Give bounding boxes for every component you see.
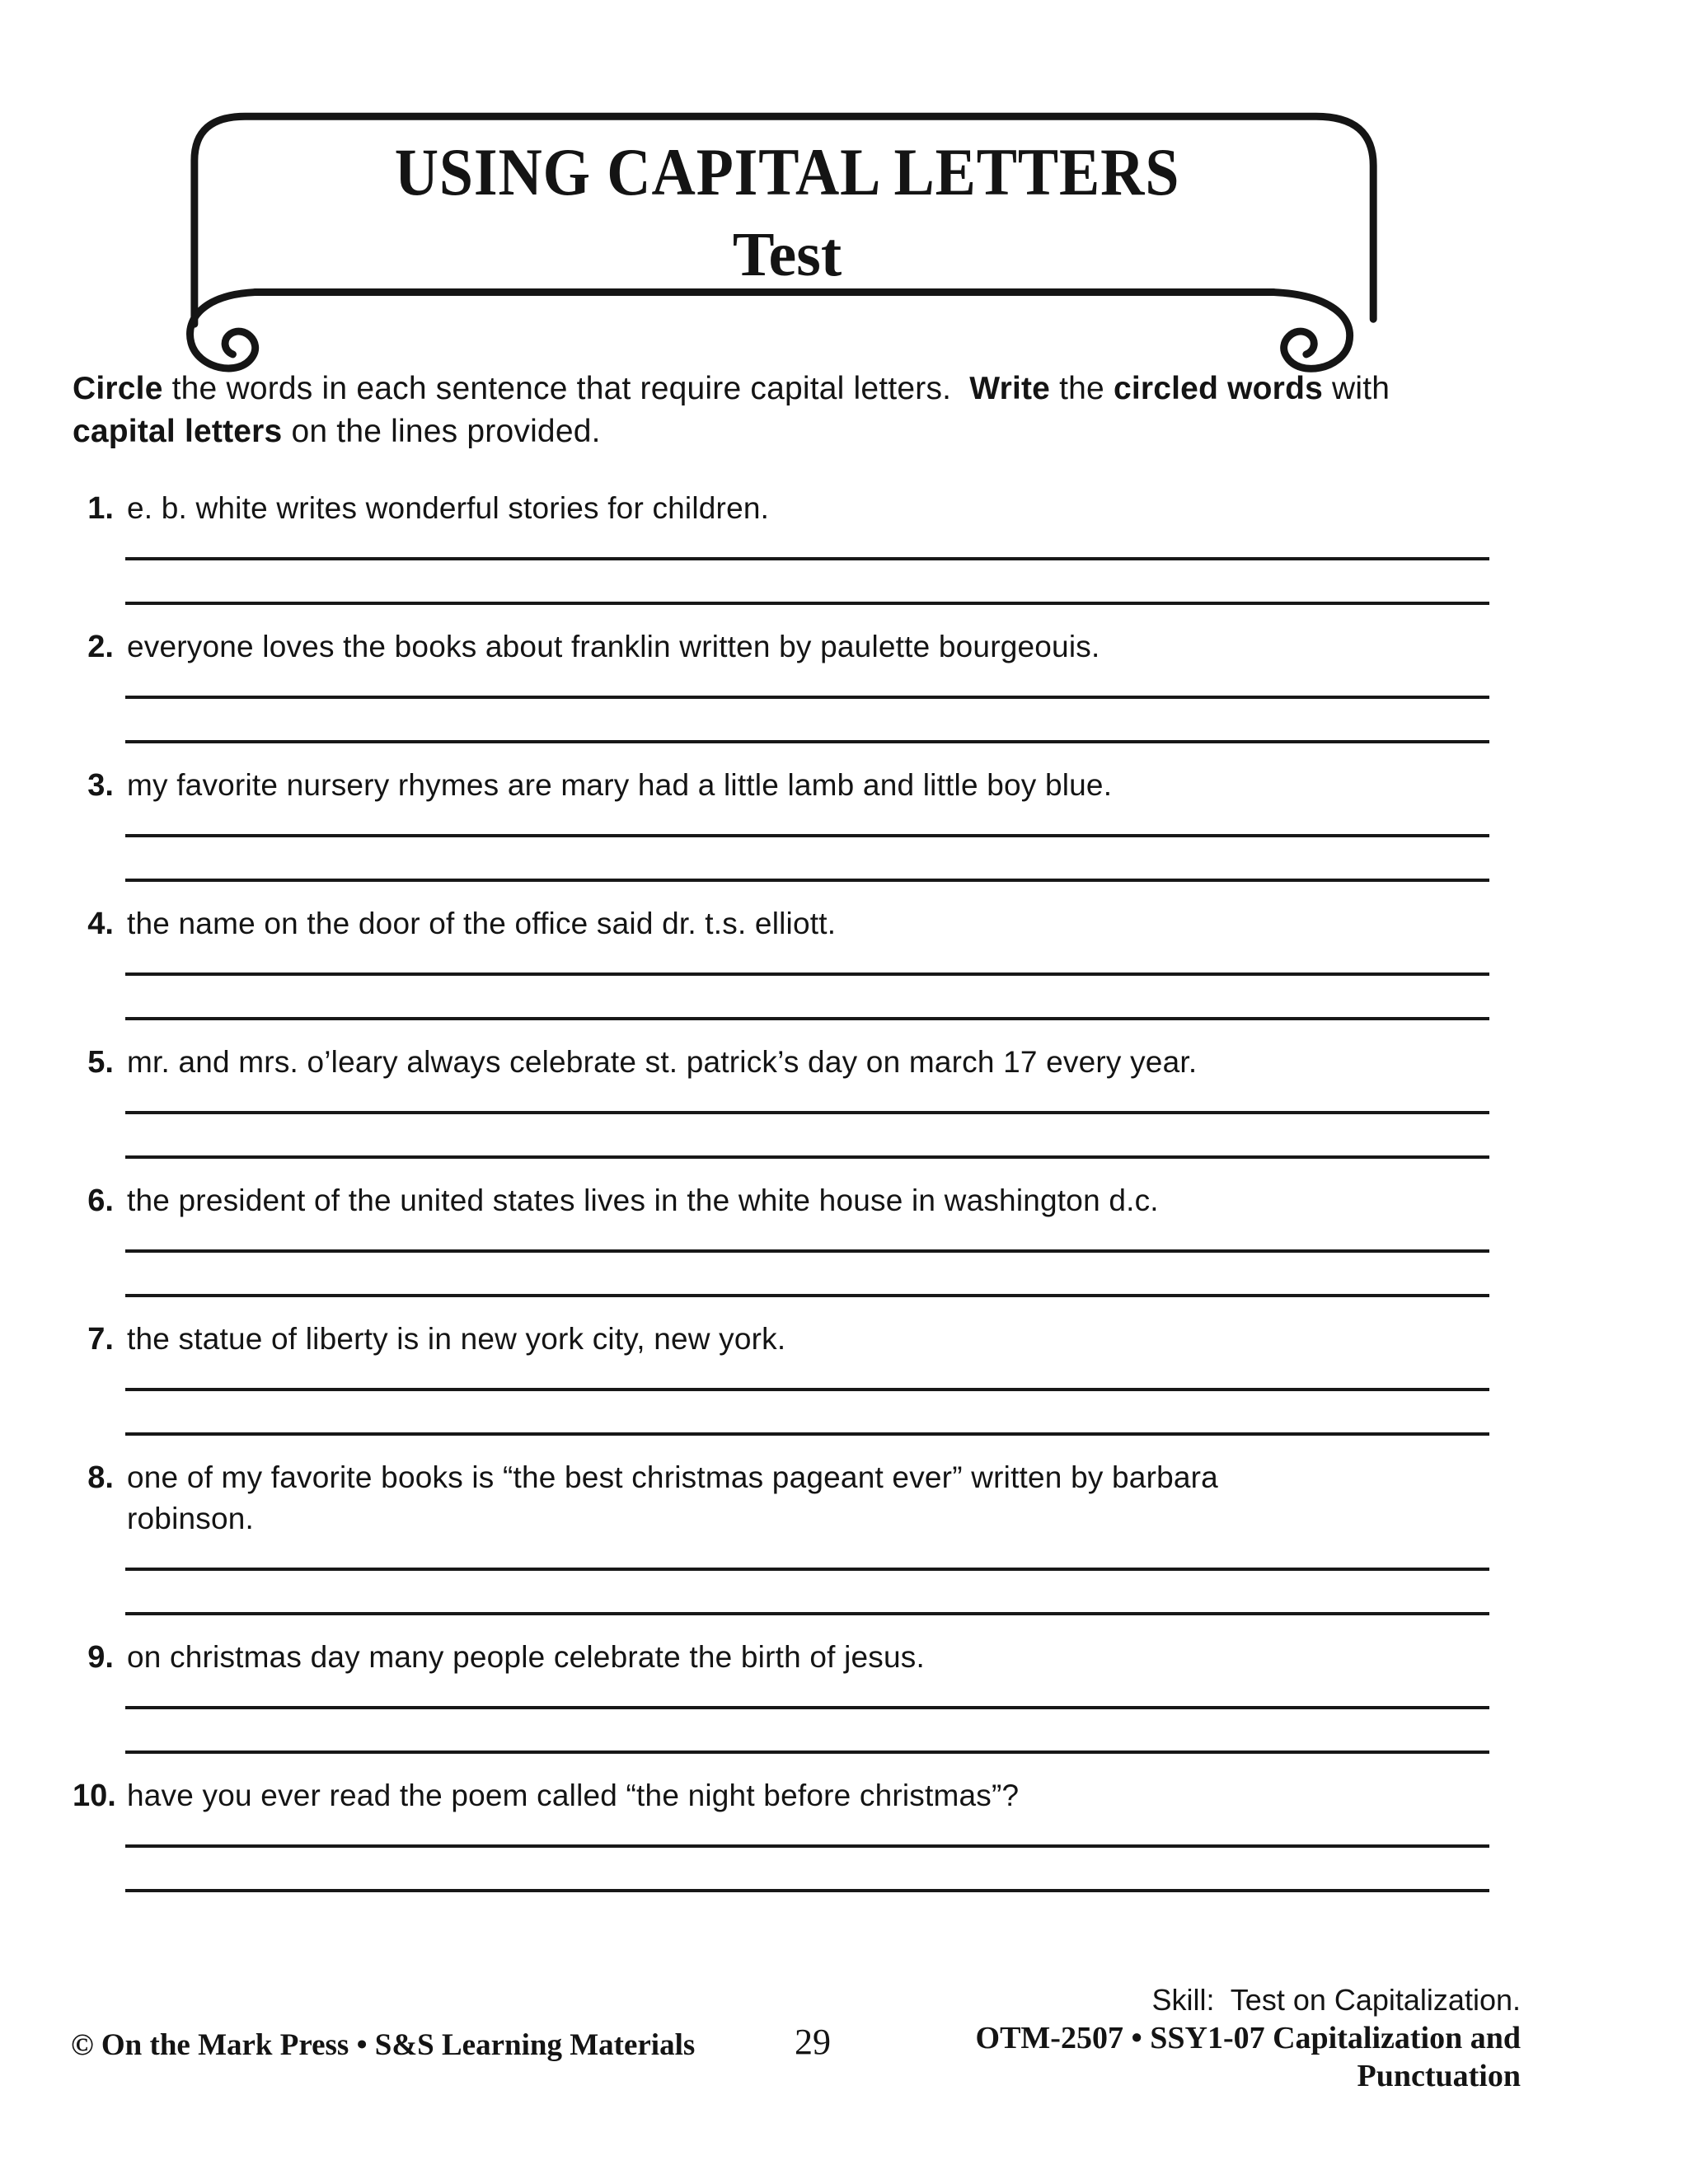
question-text: everyone loves the books about franklin written by paulette bourgeouis. (127, 630, 1100, 663)
instruction-segment: capital letters (73, 414, 283, 449)
question-item (73, 903, 1622, 1020)
question-text: one of my favorite books is “the best christmas pageant ever” written by barbara robinson. (127, 1460, 1218, 1535)
instruction-segment: the words in each sentence that require capital letters. (162, 371, 970, 406)
answer-line (125, 879, 1489, 882)
question-number: 5. (87, 1045, 114, 1080)
instruction-segment: circled words (1113, 371, 1323, 406)
instruction-segment: with (1322, 371, 1390, 406)
question-item (73, 626, 1622, 743)
answer-line (125, 557, 1489, 560)
question-text: the statue of liberty is in new york city, new york. (127, 1322, 786, 1356)
question-number: 4. (87, 907, 114, 941)
question-text: e. b. white writes wonderful stories for children. (127, 491, 770, 525)
answer-line (125, 1017, 1489, 1020)
question-item (73, 765, 1622, 882)
answer-line (125, 1706, 1489, 1709)
question-text: mr. and mrs. o’leary always celebrate st. patrick’s day on march 17 every year. (127, 1045, 1198, 1079)
scroll-banner (181, 104, 1393, 384)
question-item (73, 1457, 1622, 1615)
footer-code-line2: Punctuation (1357, 2059, 1521, 2093)
answer-line (125, 1568, 1489, 1571)
question-text: the name on the door of the office said dr. t.s. elliott. (127, 907, 837, 940)
instruction-segment: Write (969, 371, 1051, 406)
answer-line (125, 1844, 1489, 1848)
question-item (73, 488, 1622, 605)
answer-line (125, 696, 1489, 699)
answer-line (125, 1294, 1489, 1297)
answer-line (125, 740, 1489, 743)
question-number: 6. (87, 1183, 114, 1218)
instruction-segment: the (1050, 371, 1114, 406)
answer-line (125, 602, 1489, 605)
worksheet-body (73, 368, 1622, 1914)
footer-skill-label: Skill: Test on Capitalization. (1151, 1983, 1521, 2017)
question-text: the president of the united states lives in the white house in washington d.c. (127, 1183, 1159, 1217)
answer-line (125, 1388, 1489, 1391)
question-item (73, 1180, 1622, 1297)
banner-subtitle: Test (732, 220, 842, 289)
footer-code-line1: OTM-2507 • SSY1-07 Capitalization and (975, 2021, 1521, 2055)
question-number: 7. (87, 1322, 114, 1357)
question-number: 3. (87, 768, 114, 803)
answer-line (125, 1750, 1489, 1754)
question-number: 2. (87, 630, 114, 664)
question-item (73, 1042, 1622, 1159)
question-list (73, 488, 1622, 1892)
question-number: 8. (87, 1460, 114, 1495)
question-number: 9. (87, 1640, 114, 1675)
question-number: 1. (87, 491, 114, 526)
banner-title: USING CAPITAL LETTERS (394, 134, 1180, 209)
question-number: 10. (73, 1779, 116, 1813)
question-item (73, 1319, 1622, 1436)
question-text: have you ever read the poem called “the night before christmas”? (127, 1779, 1020, 1812)
answer-line (125, 1111, 1489, 1114)
question-text: on christmas day many people celebrate the birth of jesus. (127, 1640, 925, 1674)
instruction-segment: on the lines provided. (282, 414, 601, 449)
answer-line (125, 834, 1489, 837)
answer-line (125, 1889, 1489, 1892)
footer-copyright: © On the Mark Press • S&S Learning Materials (71, 2028, 696, 2062)
instructions-text (73, 368, 1391, 453)
answer-line (125, 1155, 1489, 1159)
footer-skill-block (976, 1981, 1521, 2095)
question-text: my favorite nursery rhymes are mary had a little lamb and little boy blue. (127, 768, 1113, 802)
question-item (73, 1775, 1622, 1892)
instruction-segment: Circle (73, 371, 163, 406)
answer-line (125, 1249, 1489, 1253)
question-item (73, 1637, 1622, 1754)
answer-line (125, 1432, 1489, 1436)
answer-line (125, 972, 1489, 976)
answer-line (125, 1612, 1489, 1615)
page-number: 29 (795, 2022, 831, 2062)
